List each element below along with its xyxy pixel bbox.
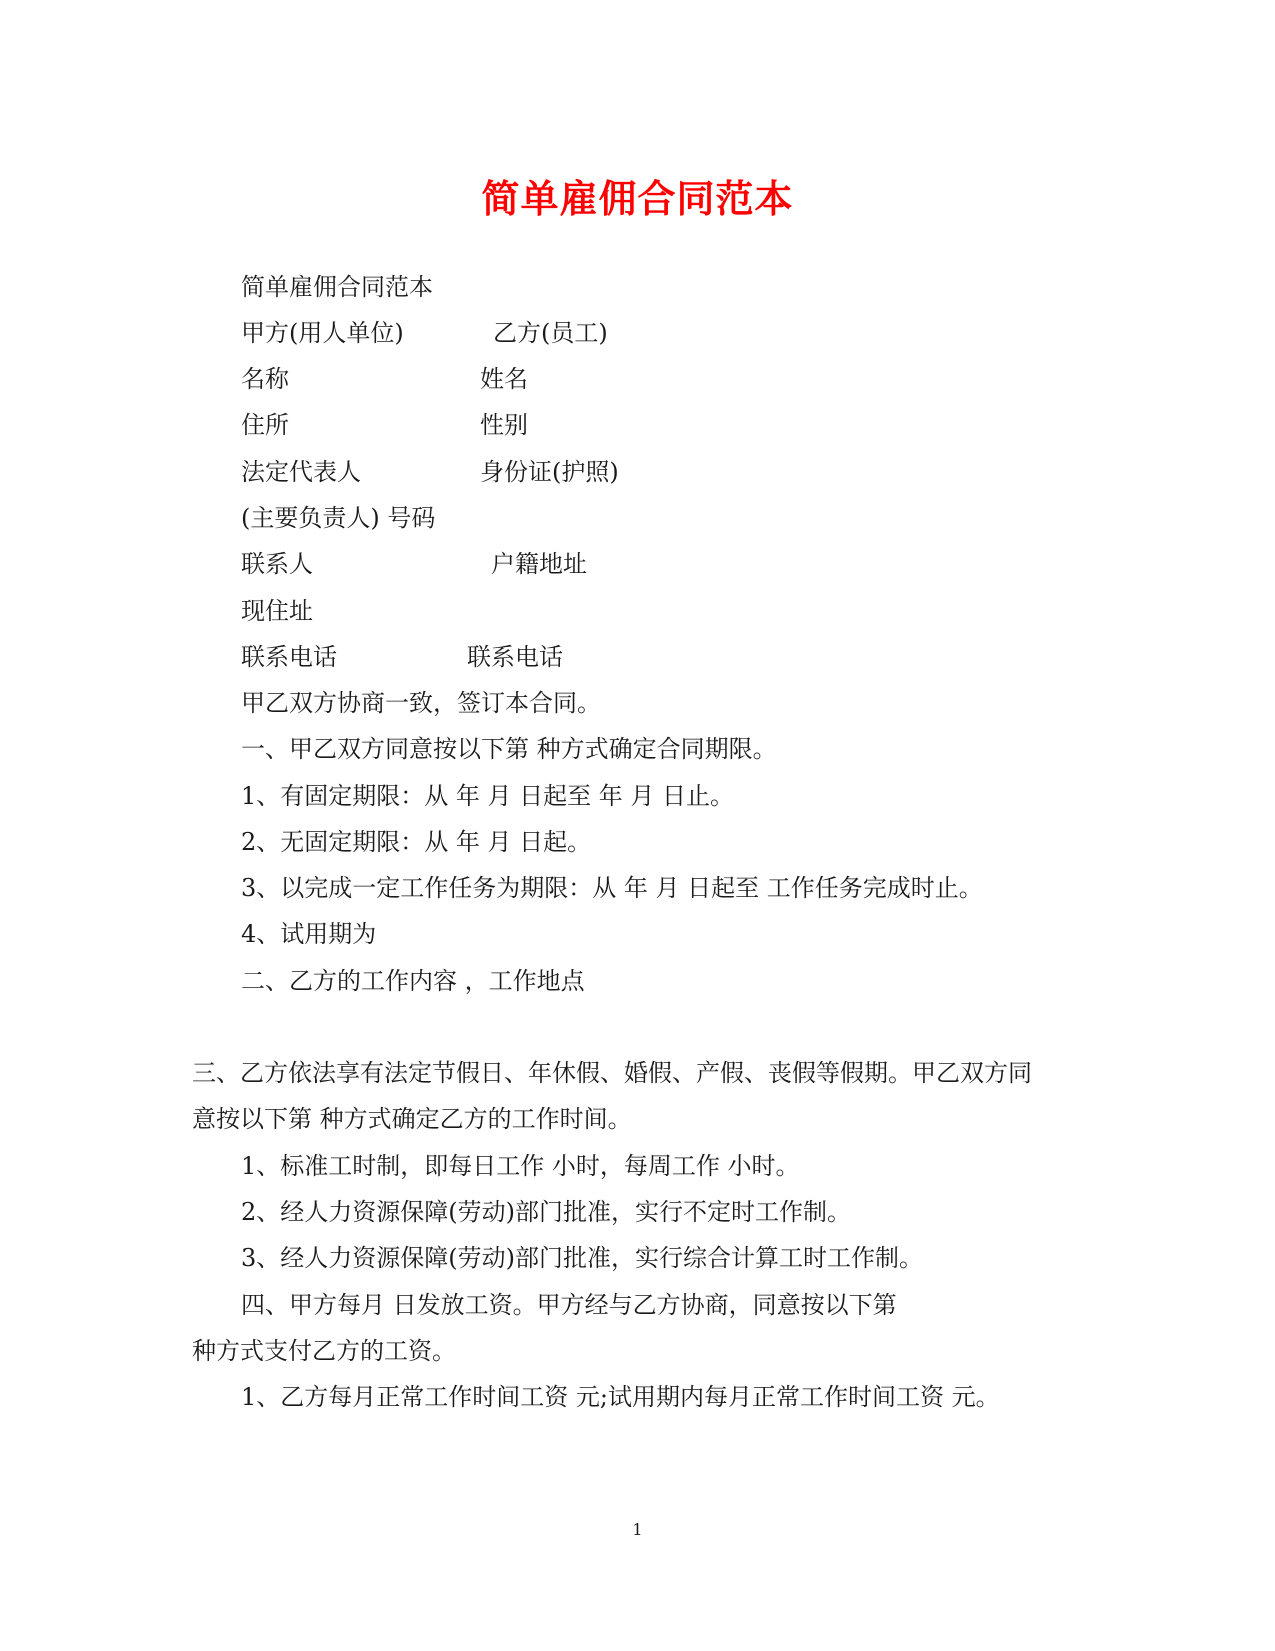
residence-a-label: 住所 xyxy=(241,411,289,439)
subtitle-line: 简单雇佣合同范本 xyxy=(241,273,433,301)
agreement-line: 甲乙双方协商一致，签订本合同。 xyxy=(241,689,601,717)
section-4-item-1: 1、乙方每月正常工作时间工资 元;试用期内每月正常工作时间工资 元。 xyxy=(241,1383,1000,1411)
section-3-item-1: 1、标准工时制，即每日工作 小时，每周工作 小时。 xyxy=(241,1152,800,1180)
phone-b-label: 联系电话 xyxy=(467,643,563,671)
document-title: 简单雇佣合同范本 xyxy=(481,176,794,221)
section-3-line-a: 三、乙方依法享有法定节假日、年休假、婚假、产假、丧假等假期。甲乙双方同 xyxy=(192,1059,1032,1087)
section-1-heading: 一、甲乙双方同意按以下第 种方式确定合同期限。 xyxy=(241,735,777,763)
section-4-line-b: 种方式支付乙方的工资。 xyxy=(192,1337,456,1365)
contact-a-label: 联系人 xyxy=(241,550,313,578)
section-1-item-2: 2、无固定期限：从 年 月 日起。 xyxy=(241,828,592,856)
section-1-item-4: 4、试用期为 xyxy=(241,920,377,948)
name-a-label: 名称 xyxy=(241,365,289,393)
section-3-item-2: 2、经人力资源保障(劳动)部门批准，实行不定时工作制。 xyxy=(241,1198,851,1226)
party-a-label: 甲方(用人单位) xyxy=(241,319,404,347)
household-b-label: 户籍地址 xyxy=(491,550,587,578)
gender-b-label: 性别 xyxy=(480,411,528,439)
phone-a-label: 联系电话 xyxy=(241,643,337,671)
section-3-line-b: 意按以下第 种方式确定乙方的工作时间。 xyxy=(192,1105,632,1133)
page-number: 1 xyxy=(632,1520,643,1539)
id-b-label: 身份证(护照) xyxy=(480,458,619,486)
section-4-line-a: 四、甲方每月 日发放工资。甲方经与乙方协商，同意按以下第 xyxy=(241,1291,897,1319)
section-3-item-3: 3、经人力资源保障(劳动)部门批准，实行综合计算工时工作制。 xyxy=(241,1244,923,1272)
main-person-label: (主要负责人) 号码 xyxy=(241,504,436,532)
current-address-label: 现住址 xyxy=(241,597,313,625)
section-1-item-3: 3、以完成一定工作任务为期限：从 年 月 日起至 工作任务完成时止。 xyxy=(241,874,983,902)
section-1-item-1: 1、有固定期限：从 年 月 日起至 年 月 日止。 xyxy=(241,782,735,810)
legal-rep-label: 法定代表人 xyxy=(241,458,361,486)
name-b-label: 姓名 xyxy=(480,365,528,393)
section-2-line: 二、乙方的工作内容 ，工作地点 xyxy=(241,967,585,995)
party-b-label: 乙方(员工) xyxy=(493,319,608,347)
